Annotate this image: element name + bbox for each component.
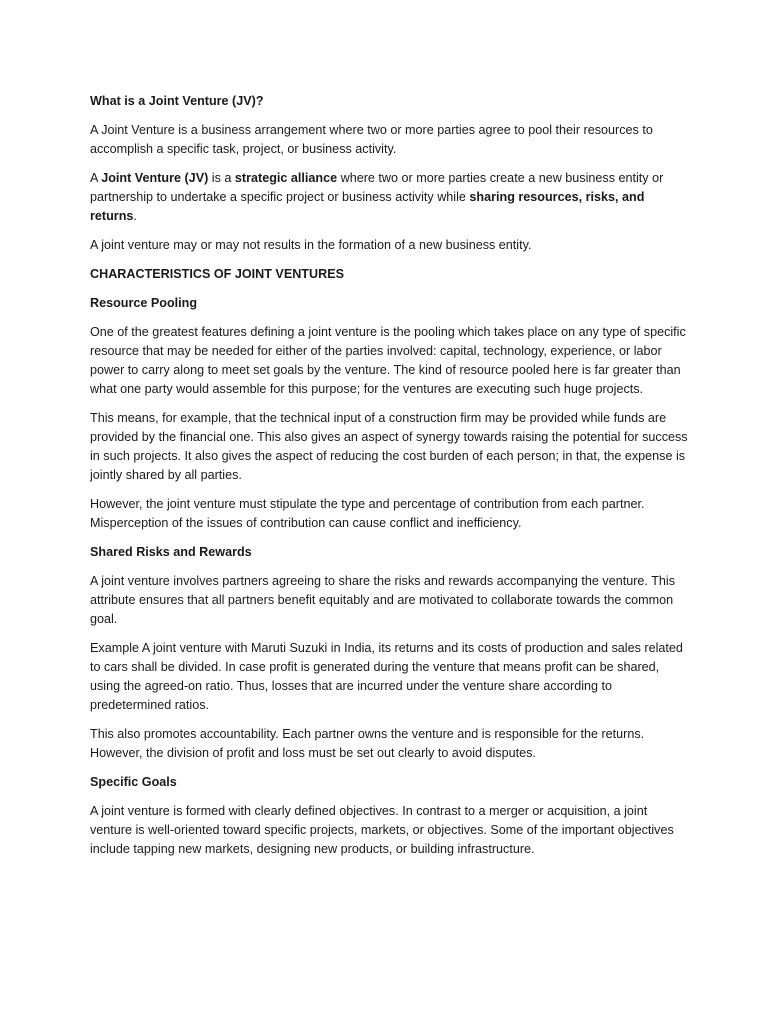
section-paragraph: This also promotes accountability. Each partner owns the venture and is responsible for the returns. However, the division of profit and loss must be set out clearly to avoid disputes. [90, 727, 645, 760]
characteristics-heading: CHARACTERISTICS OF JOINT VENTURES [90, 267, 344, 281]
section-paragraph: Example A joint venture with Maruti Suzuki in India, its returns and its costs of production and sales related to cars shall be divided. In case profit is generated during the venture that means profit can be shared, using the agreed-on ratio. Thus, losses that are incurred under the venture share according to predetermined ratios. [90, 641, 683, 712]
section-paragraph: This means, for example, that the technical input of a construction firm may be provided while funds are provided by the financial one. This also gives an aspect of synergy towards raising the potential for success in such projects. It also gives the aspect of reducing the cost burden of each person; in that, the expense is jointly shared by all parties. [90, 411, 688, 482]
section-heading-shared-risks: Shared Risks and Rewards [90, 545, 252, 559]
definition-text: . [133, 209, 137, 223]
section-paragraph: A joint venture involves partners agreeing to share the risks and rewards accompanying the venture. This attribute ensures that all partners benefit equitably and are motivated to collaborate towards the common goal. [90, 574, 675, 626]
section-heading-specific-goals: Specific Goals [90, 775, 177, 789]
document-page [90, 92, 690, 869]
intro-paragraph: A Joint Venture is a business arrangement where two or more parties agree to pool their resources to accomplish a specific task, project, or business activity. [90, 123, 653, 156]
definition-paragraph [90, 169, 690, 226]
term-joint-venture: Joint Venture (JV) [101, 171, 209, 185]
section-heading-resource-pooling: Resource Pooling [90, 296, 198, 310]
definition-text: A [90, 171, 102, 185]
section-paragraph: However, the joint venture must stipulate the type and percentage of contribution from each partner. Misperception of the issues of contribution can cause conflict and inefficiency. [90, 497, 645, 530]
section-paragraph: One of the greatest features defining a joint venture is the pooling which takes place on any type of specific resource that may be needed for either of the parties involved: capital, technology, experience, or labor power to carry along to meet set goals by the venture. The kind of resource pooled here is far greater than what one party would assemble for this purpose; for the ventures are executing such huge projects. [90, 325, 686, 396]
term-sharing-resources: sharing resources, risks, and returns [90, 190, 645, 223]
entity-note-paragraph: A joint venture may or may not results in the formation of a new business entity. [90, 238, 532, 252]
definition-text: where two or more parties create a new business entity or partnership to undertake a specific project or business activity while [90, 171, 664, 204]
section-paragraph: A joint venture is formed with clearly defined objectives. In contrast to a merger or acquisition, a joint venture is well-oriented toward specific projects, markets, or objectives. Some of the important objectives include tapping new markets, designing new products, or building infrastructure. [90, 804, 674, 856]
definition-text: is a [208, 171, 235, 185]
document-title: What is a Joint Venture (JV)? [90, 94, 264, 108]
term-strategic-alliance: strategic alliance [234, 171, 338, 185]
